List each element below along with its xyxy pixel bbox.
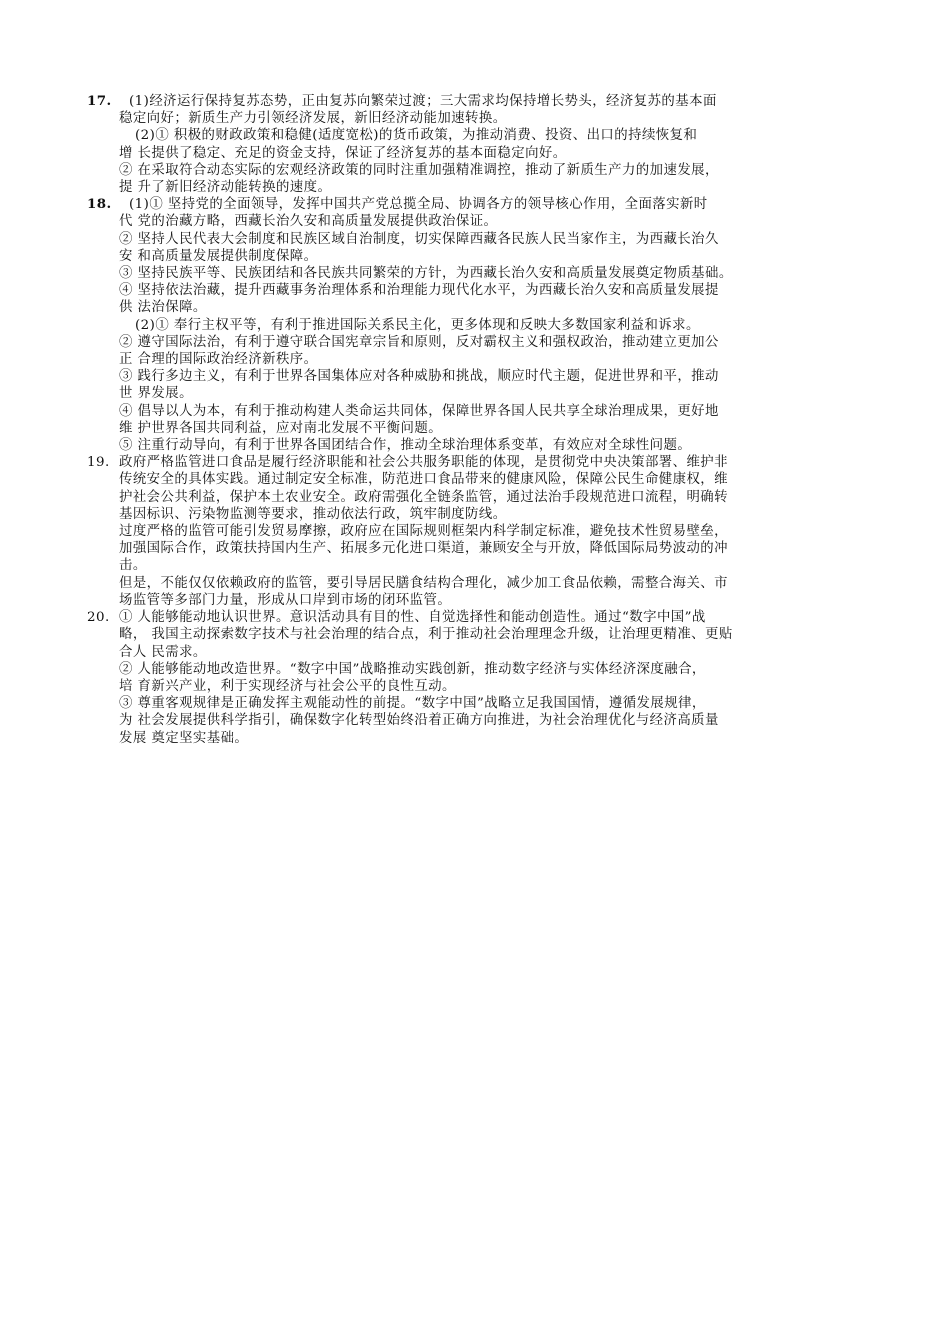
answer-line: 略， 我国主动探索数字技术与社会治理的结合点，利于推动社会治理理念升级，让治理更精准、更贴	[119, 627, 733, 643]
answer-line: (1)经济运行保持复苏态势，正由复苏向繁荣过渡；三大需求均保持增长势头，经济复苏的基本面	[129, 94, 717, 109]
question-20	[87, 609, 877, 747]
answer-line: 发展 奠定坚实基础。	[119, 730, 249, 746]
answer-line: ① 人能够能动地认识世界。意识活动具有目的性、自觉选择性和能动创造性。通过“数字中国”战	[119, 610, 706, 626]
answer-line: (2)① 积极的财政政策和稳健(适度宽松)的货币政策，为推动消费、投资、出口的持续恢复和	[135, 128, 698, 144]
answer-line: ② 人能够能动地改造世界。“数字中国”战略推动实践创新，推动数字经济与实体经济深度融合，	[119, 661, 706, 677]
answer-line: 世 界发展。	[119, 386, 193, 402]
answer-line: 加强国际合作，政策扶持国内生产、拓展多元化进口渠道，兼顾安全与开放，降低国际局势波动的冲	[119, 541, 728, 557]
answer-line: 护社会公共利益，保护本土农业安全。政府需强化全链条监管，通过法治手段规范进口流程，明确转	[119, 489, 728, 505]
question-19	[87, 454, 877, 609]
answer-line: (1)① 坚持党的全面领导，发挥中国共产党总揽全局、协调各方的领导核心作用，全面落实新时	[129, 197, 708, 213]
question-number: 20.	[87, 610, 110, 626]
answer-line: 合人 民需求。	[119, 644, 207, 660]
answer-document	[87, 93, 877, 747]
answer-line: ⑤ 注重行动导向，有利于世界各国团结合作，推动全球治理体系变革，有效应对全球性问题。	[119, 438, 692, 454]
answer-line: 安 和高质量发展提供制度保障。	[119, 248, 318, 264]
answer-line: ② 遵守国际法治，有利于遵守联合国宪章宗旨和原则，反对霸权主义和强权政治，推动建立更加公	[119, 334, 719, 350]
answer-line: 增 长提供了稳定、充足的资金支持，保证了经济复苏的基本面稳定向好。	[119, 145, 567, 161]
answer-line: 过度严格的监管可能引发贸易摩擦，政府应在国际规则框架内科学制定标准，避免技术性贸易壁垒，	[119, 524, 728, 540]
answer-line: 稳定向好；新质生产力引领经济发展，新旧经济动能加速转换。	[119, 111, 507, 127]
answer-line: (2)① 奉行主权平等，有利于推进国际关系民主化，更多体现和反映大多数国家利益和诉求。	[135, 317, 700, 333]
answer-line: 维 护世界各国共同利益，应对南北发展不平衡问题。	[119, 420, 443, 436]
answer-line: 传统安全的具体实践。通过制定安全标准，防范进口食品带来的健康风险，保障公民生命健康权，维	[119, 472, 728, 488]
answer-line: 代 党的治藏方略，西藏长治久安和高质量发展提供政治保证。	[119, 214, 498, 230]
question-18	[87, 196, 877, 454]
question-number: 19.	[87, 455, 110, 471]
question-body	[119, 93, 877, 196]
answer-line: 击。	[119, 558, 147, 574]
answer-line: 为 社会发展提供科学指引，确保数字化转型始终沿着正确方向推进，为社会治理优化与经济高质量	[119, 713, 719, 729]
answer-line: 政府严格监管进口食品是履行经济职能和社会公共服务职能的体现，是贯彻党中央决策部署、维护非	[119, 455, 728, 471]
answer-line: 场监管等多部门力量，形成从口岸到市场的闭环监管。	[119, 592, 452, 608]
answer-line: 提 升了新旧经济动能转换的速度。	[119, 180, 332, 196]
answer-line: ② 在采取符合动态实际的宏观经济政策的同时注重加强精准调控，推动了新质生产力的加速发展，	[119, 162, 719, 178]
answer-line: 基因标识、污染物监测等要求，推动依法行政，筑牢制度防线。	[119, 506, 507, 522]
answer-line: ③ 践行多边主义，有利于世界各国集体应对各种威胁和挑战，顺应时代主题，促进世界和平，推动	[119, 369, 719, 385]
question-17	[87, 93, 877, 196]
question-body	[119, 196, 877, 454]
answer-line: 培 育新兴产业，利于实现经济与社会公平的良性互动。	[119, 678, 456, 694]
answer-line: ③ 坚持民族平等、民族团结和各民族共同繁荣的方针，为西藏长治久安和高质量发展奠定物质基础。	[119, 266, 733, 282]
answer-line: ④ 坚持依法治藏，提升西藏事务治理体系和治理能力现代化水平，为西藏长治久安和高质量发展提	[119, 283, 719, 299]
answer-line: 供 法治保障。	[119, 300, 207, 316]
answer-line: ② 坚持人民代表大会制度和民族区域自治制度，切实保障西藏各民族人民当家作主，为西藏长治久	[119, 231, 719, 247]
answer-line: ③ 尊重客观规律是正确发挥主观能动性的前提。“数字中国”战略立足我国国情，遵循发展规律，	[119, 696, 706, 712]
answer-line: 但是，不能仅仅依赖政府的监管，要引导居民膳食结构合理化，减少加工食品依赖，需整合海关、市	[119, 575, 728, 591]
question-number: 18.	[87, 196, 112, 213]
question-body	[119, 609, 877, 747]
answer-line: ④ 倡导以人为本，有利于推动构建人类命运共同体，保障世界各国人民共享全球治理成果，更好地	[119, 403, 719, 419]
question-number: 17.	[87, 93, 112, 109]
answer-line: 正 合理的国际政治经济新秩序。	[119, 352, 318, 368]
question-body	[119, 454, 877, 609]
